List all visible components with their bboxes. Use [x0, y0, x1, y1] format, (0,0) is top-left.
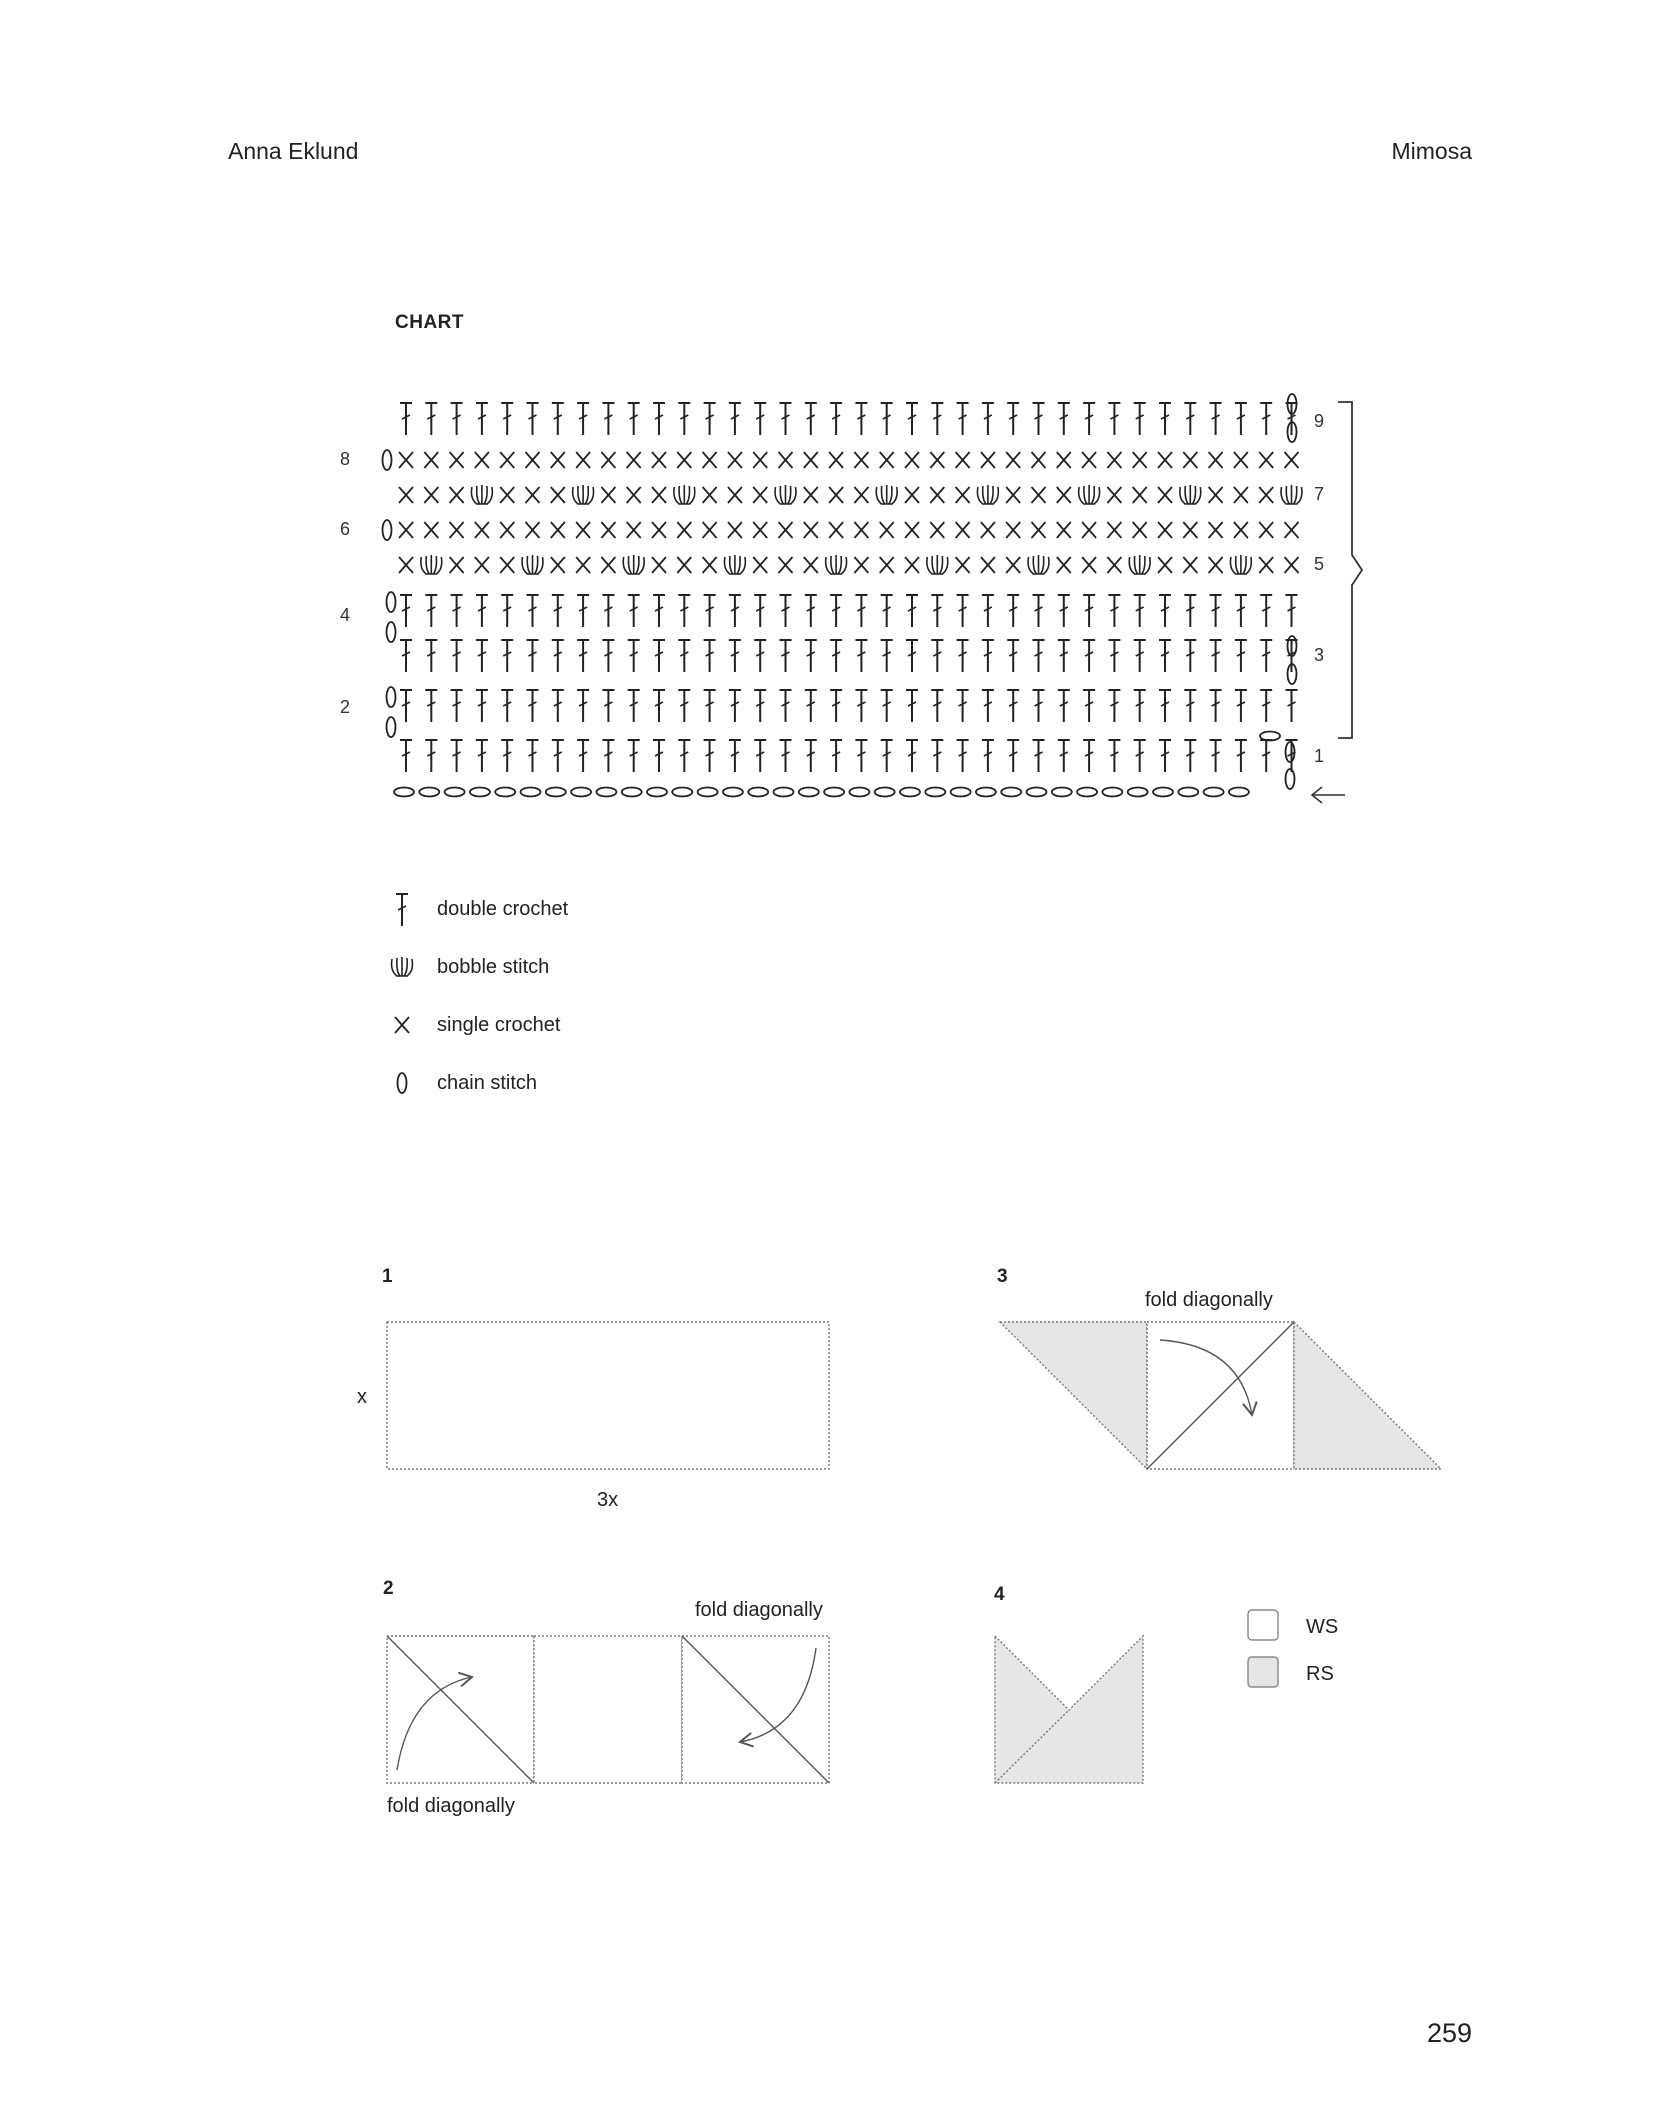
- fold-label: fold diagonally: [1145, 1289, 1273, 1311]
- width-label: 3x: [597, 1489, 619, 1511]
- side-key: [1248, 1610, 1338, 1687]
- row-number: 5: [1314, 554, 1325, 574]
- fold-label: fold diagonally: [695, 1599, 823, 1621]
- diagram-3: [997, 1266, 1441, 1469]
- diagram-number: 4: [994, 1584, 1005, 1605]
- row-number: 1: [1314, 746, 1325, 766]
- author-name: Anna Eklund: [228, 138, 359, 164]
- row-number: 6: [340, 519, 351, 539]
- diagram-2: [383, 1578, 829, 1817]
- row-number: 9: [1314, 411, 1325, 431]
- row-number: 2: [340, 697, 351, 717]
- ws-swatch: [1248, 1610, 1278, 1640]
- fold-label: fold diagonally: [387, 1795, 515, 1817]
- row-number: 7: [1314, 484, 1325, 504]
- diagram-1: [357, 1266, 829, 1511]
- legend-label: chain stitch: [437, 1071, 538, 1094]
- row-number: 8: [340, 449, 351, 469]
- chart-heading: CHART: [395, 312, 464, 333]
- pattern-title: Mimosa: [1391, 138, 1472, 164]
- diagram-4: [994, 1584, 1143, 1783]
- diagram-number: 1: [382, 1266, 393, 1287]
- ws-label: WS: [1306, 1616, 1339, 1638]
- diagram-number: 2: [383, 1578, 394, 1599]
- page-number: 259: [1426, 2018, 1472, 2048]
- legend-label: double crochet: [437, 897, 569, 920]
- diagram-number: 3: [997, 1266, 1008, 1287]
- row-number: 3: [1314, 645, 1325, 665]
- rs-swatch: [1248, 1657, 1278, 1687]
- rs-label: RS: [1306, 1663, 1334, 1685]
- height-label: x: [357, 1386, 367, 1408]
- legend-label: bobble stitch: [437, 955, 550, 978]
- legend-label: single crochet: [437, 1013, 561, 1036]
- row-number: 4: [340, 605, 351, 625]
